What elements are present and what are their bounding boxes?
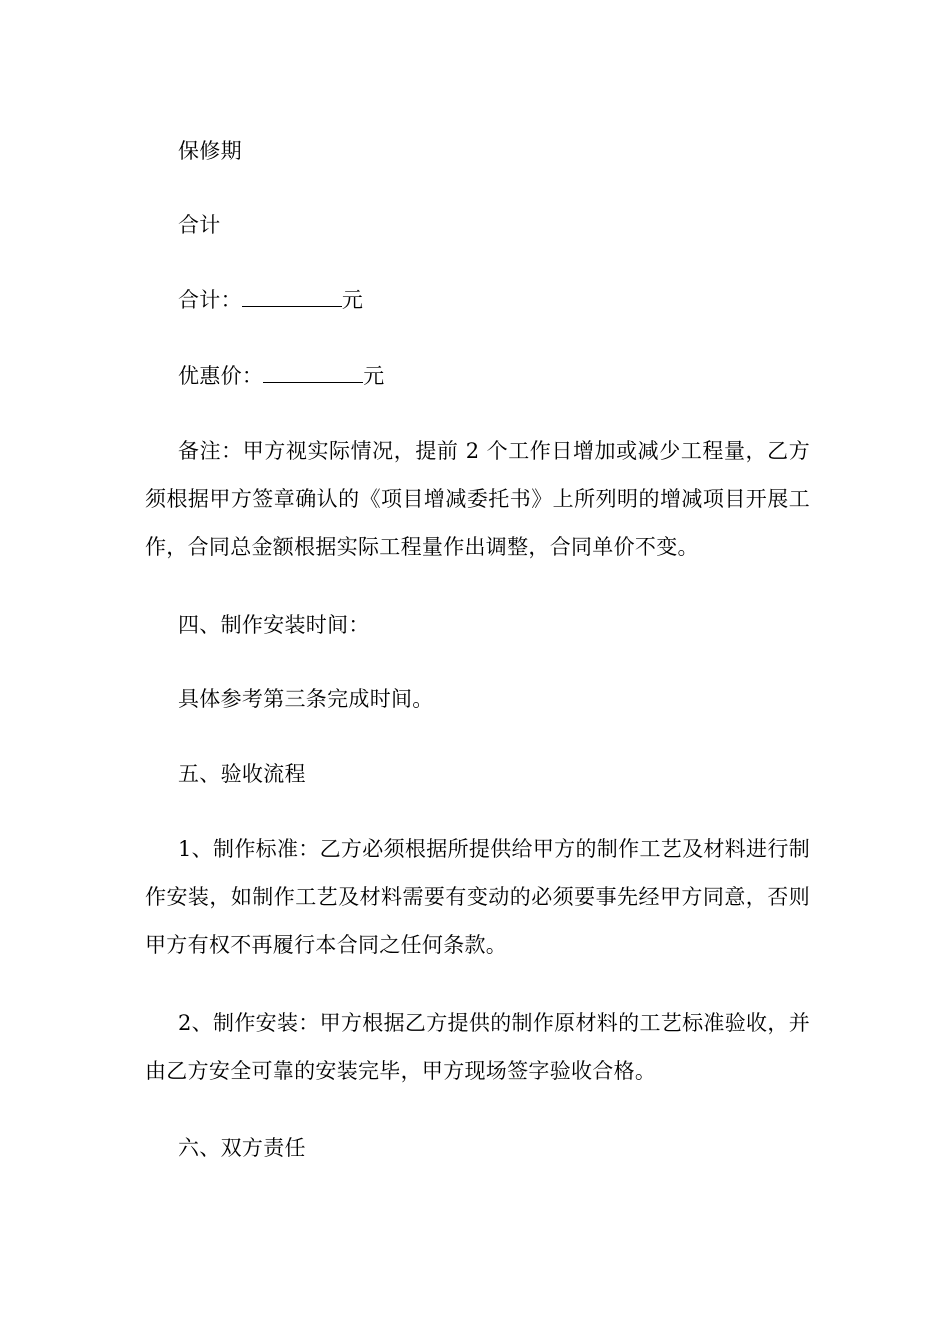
paragraph-warranty-period: 保修期	[178, 139, 242, 163]
section-heading-acceptance-process: 五、验收流程	[178, 762, 306, 786]
paragraph-installation-time-detail: 具体参考第三条完成时间。	[178, 687, 434, 711]
paragraph-remarks: 备注：甲方视实际情况，提前 2 个工作日增加或减少工程量，乙方须根据甲方签章确认的《项目增减委托书》上所列明的增减项目开展工作，合同总金额根据实际工程量作出调整，合同单价不变。	[145, 439, 810, 559]
discount-label: 优惠价：	[178, 364, 264, 388]
paragraph-total-amount	[145, 276, 810, 324]
section-heading-installation-time: 四、制作安装时间：	[178, 613, 370, 637]
discount-unit: 元	[363, 364, 385, 388]
paragraph-total-heading: 合计	[178, 213, 221, 237]
total-unit: 元	[341, 288, 364, 312]
paragraph-production-installation: 2、制作安装：甲方根据乙方提供的制作原材料的工艺标准验收，并由乙方安全可靠的安装完毕，甲方现场签字验收合格。	[145, 1011, 810, 1083]
total-label: 合计：	[178, 288, 242, 312]
paragraph-production-standard: 1、制作标准：乙方必须根据所提供给甲方的制作工艺及材料进行制作安装，如制作工艺及材料需要有变动的必须要事先经甲方同意，否则甲方有权不再履行本合同之任何条款。	[145, 837, 810, 957]
section-heading-responsibilities: 六、双方责任	[178, 1136, 306, 1160]
total-blank-line	[242, 288, 342, 307]
discount-blank-line	[263, 364, 363, 383]
paragraph-discount-price	[145, 352, 810, 400]
